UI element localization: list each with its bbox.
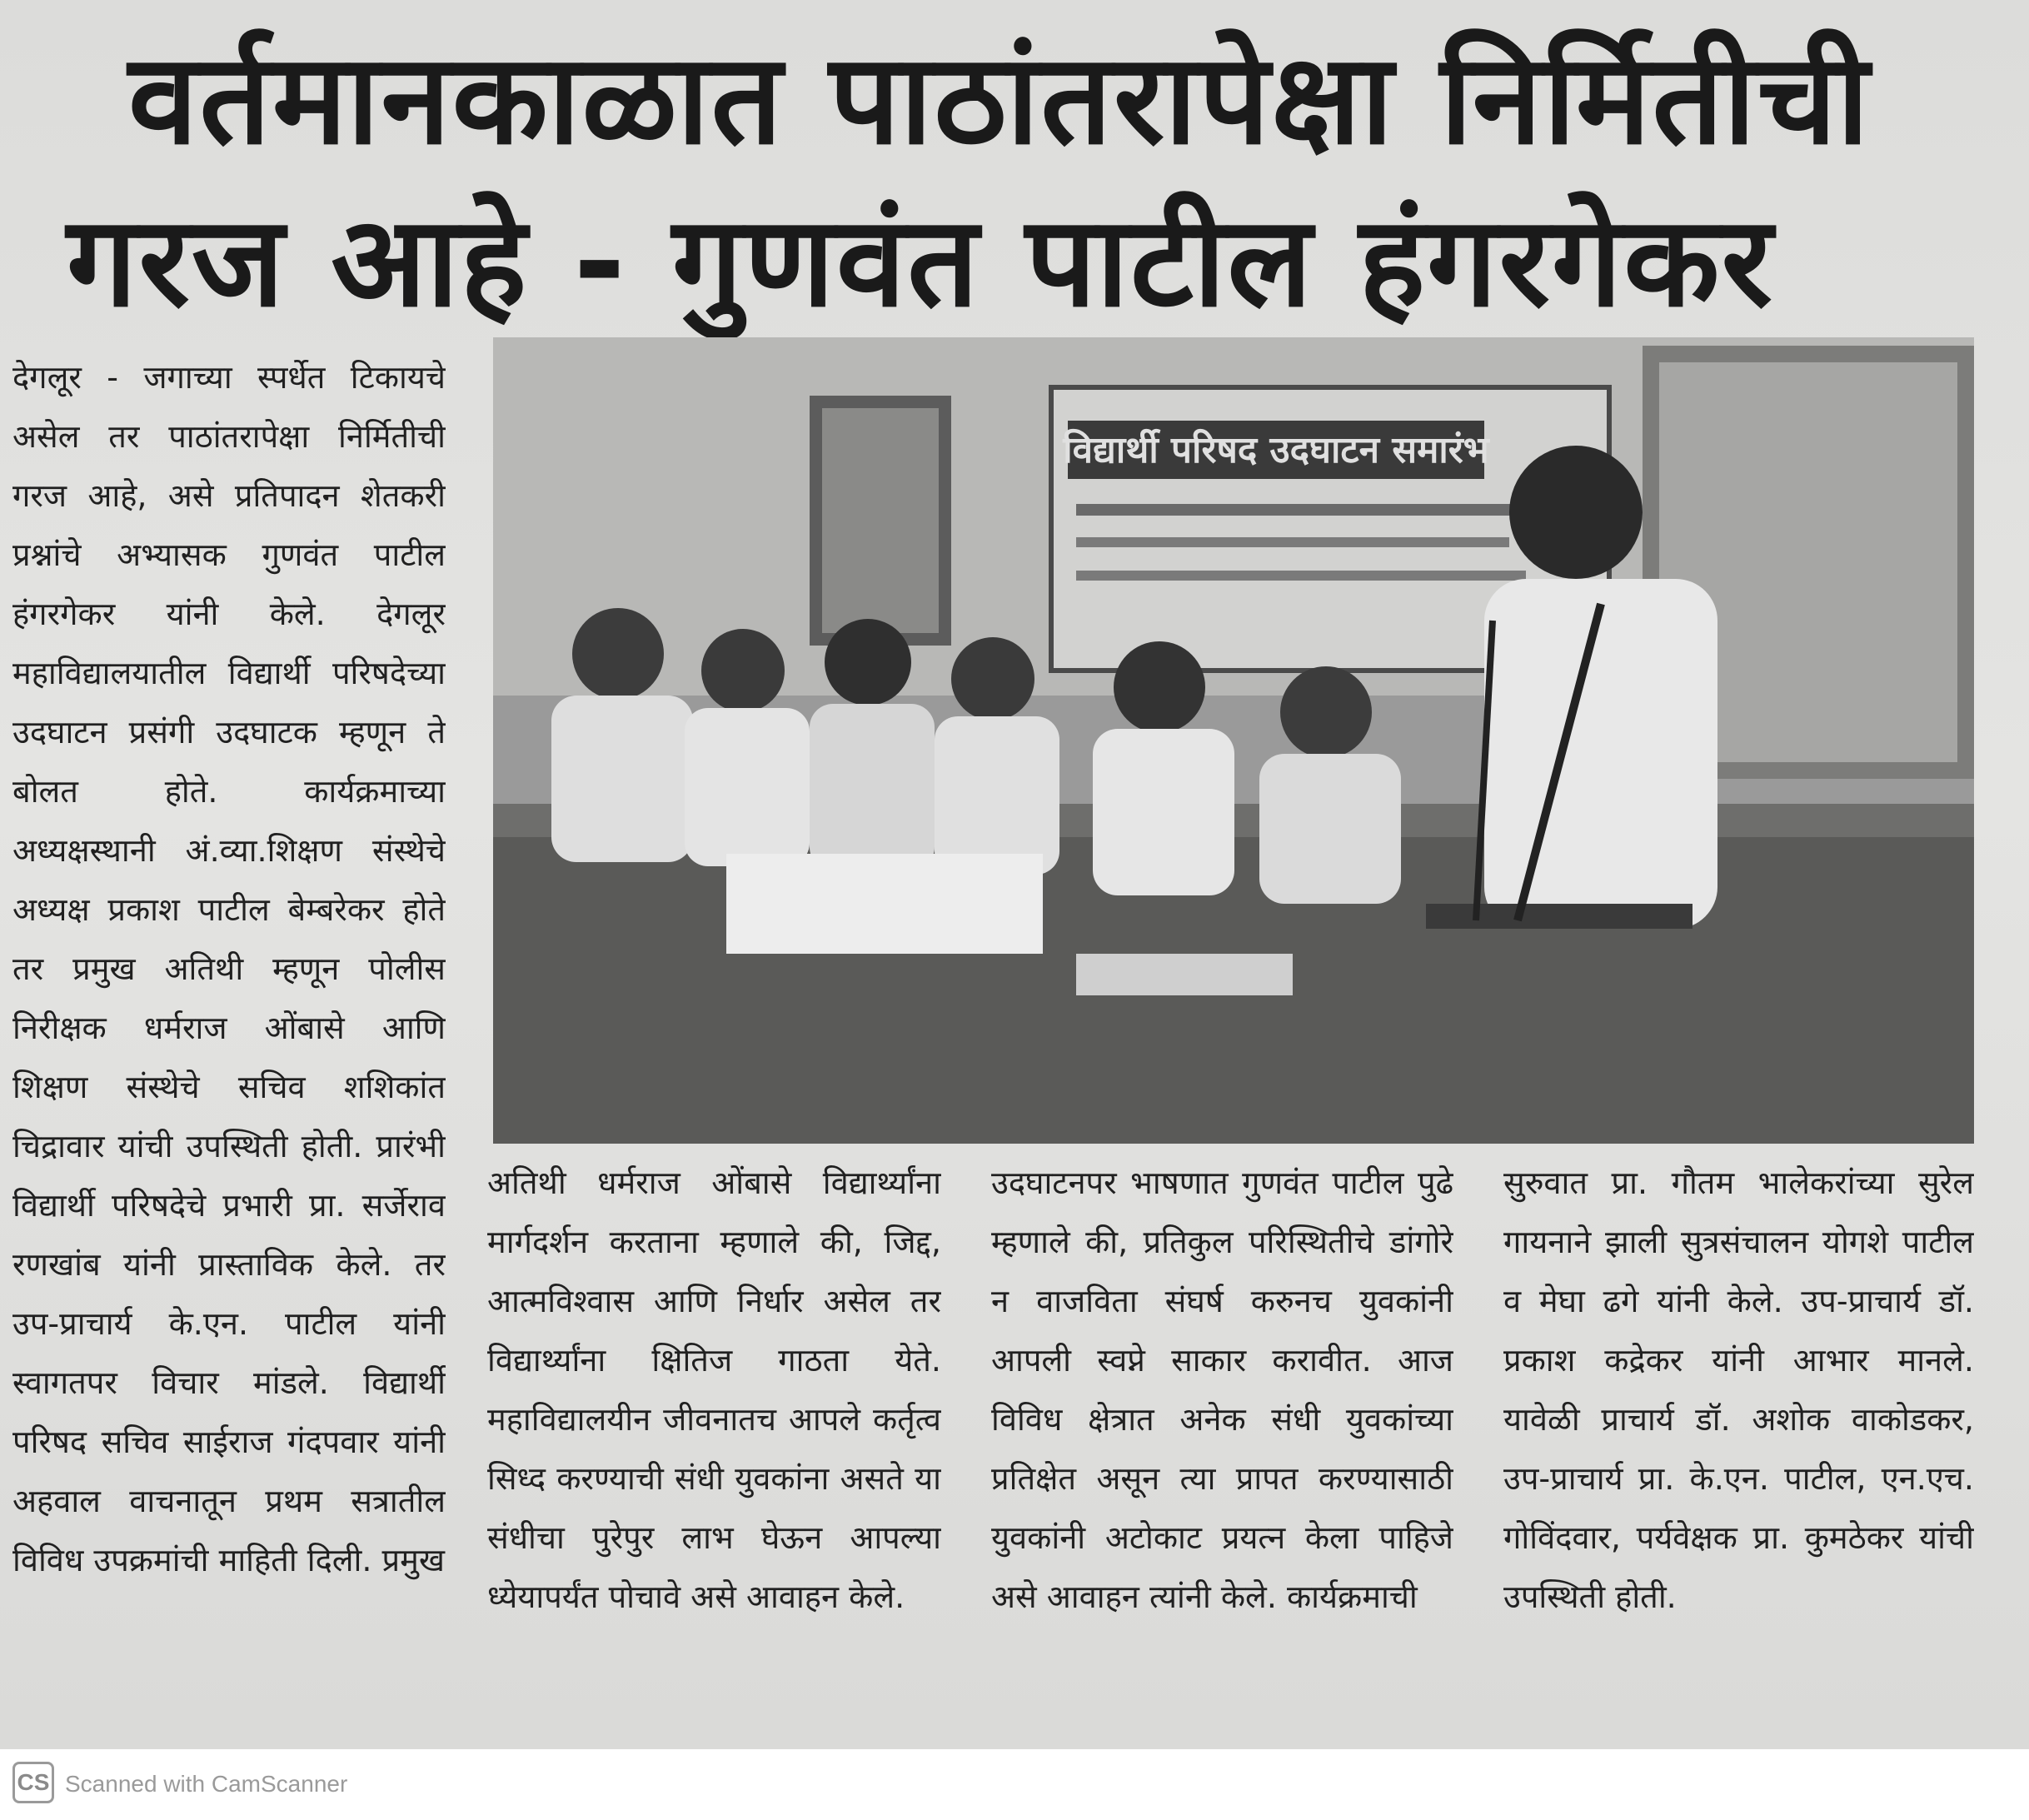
event-photo-illustration <box>493 337 1974 1144</box>
camscanner-logo-icon: CS <box>12 1762 54 1803</box>
article-column-3: उदघाटनपर भाषणात गुणवंत पाटील पुढे म्हणाले की, प्रतिकुल परिस्थितीचे डांगोरे न वाजविता संघर्ष करुनच युवकांनी आपली स्वप्ने साकार करावीत. आज विविध क्षेत्रात अनेक संधी युवकांच्या प्रतिक्षेत असून त्या प्रापत करण्यासाठी युवकांनी अटोकाट प्रयत्न केला पाहिजे असे आवाहन त्यांनी केले. कार्यक्रमाची <box>991 1164 1453 1615</box>
headline-line-1: वर्तमानकाळात पाठांतरापेक्षा निर्मितीची <box>128 27 1871 172</box>
article-column-1: देगलूर - जगाच्या स्पर्धेत टिकायचे असेल तर पाठांतरापेक्षा निर्मितीची गरज आहे, असे प्रतिपादन शेतकरी प्रश्नांचे अभ्यासक गुणवंत पाटील हंगरगेकर यांनी केले. देगलूर महाविद्यालयातील विद्यार्थी परिषदेच्या उदघाटन प्रसंगी उदघाटक म्हणून ते बोलत होते. कार्यक्रमाच्या अध्यक्षस्थानी अं.व्या.शिक्षण संस्थेचे अध्यक्ष प्रकाश पाटील बेम्बरेकर होते तर प्रमुख अतिथी म्हणून पोलीस निरीक्षक धर्मराज ओंबासे आणि शिक्षण संस्थेचे सचिव शशिकांत चिद्रावार यांची उपस्थिती होती. प्रारंभी विद्यार्थी परिषदेचे प्रभारी प्रा. सर्जेराव रणखांब यांनी प्रास्ताविक केले. तर उप-प्राचार्य के.एन. पाटील यांनी स्वागतपर विचार मांडले. विद्यार्थी परिषद सचिव साईराज गंदपवार यांनी अहवाल वाचनातून प्रथम सत्रातील विविध उपक्रमांची माहिती दिली. प्रमुख <box>12 359 446 1578</box>
article-column-4: सुरुवात प्रा. गौतम भालेकरांच्या सुरेल गायनाने झाली सुत्रसंचालन योगशे पाटील व मेघा ढगे यांनी केले. उप-प्राचार्य डॉ. प्रकाश कद्रेकर यांनी आभार मानले. यावेळी प्राचार्य डॉ. अशोक वाकोडकर, उप-प्राचार्य प्रा. के.एन. पाटील, एन.एच. गोविंदवार, पर्यवेक्षक प्रा. कुमठेकर यांची उपस्थिती होती. <box>1503 1164 1974 1615</box>
camscanner-watermark-text: Scanned with CamScanner <box>65 1771 348 1797</box>
article-column-2: अतिथी धर्मराज ओंबासे विद्यार्थ्यांना मार्गदर्शन करताना म्हणाले की, जिद्द, आत्मविश्वास आणि निर्धार असेल तर विद्यार्थ्यांना क्षितिज गाठता येते. महाविद्यालयीन जीवनातच आपले कर्तृत्व सिध्द करण्याची संधी युवकांना असते या संधीचा पुरेपुर लाभ घेऊन आपल्या ध्येयापर्यंत पोचावे असे आवाहन केले. <box>487 1164 941 1615</box>
photo-banner-text: विद्यार्थी परिषद उदघाटन समारंभ <box>1063 429 1489 471</box>
scan-footer <box>0 1749 2029 1820</box>
headline-line-2: गरज आहे - गुणवंत पाटील हंगरगेकर <box>67 190 1774 335</box>
event-photo <box>493 337 1974 1144</box>
